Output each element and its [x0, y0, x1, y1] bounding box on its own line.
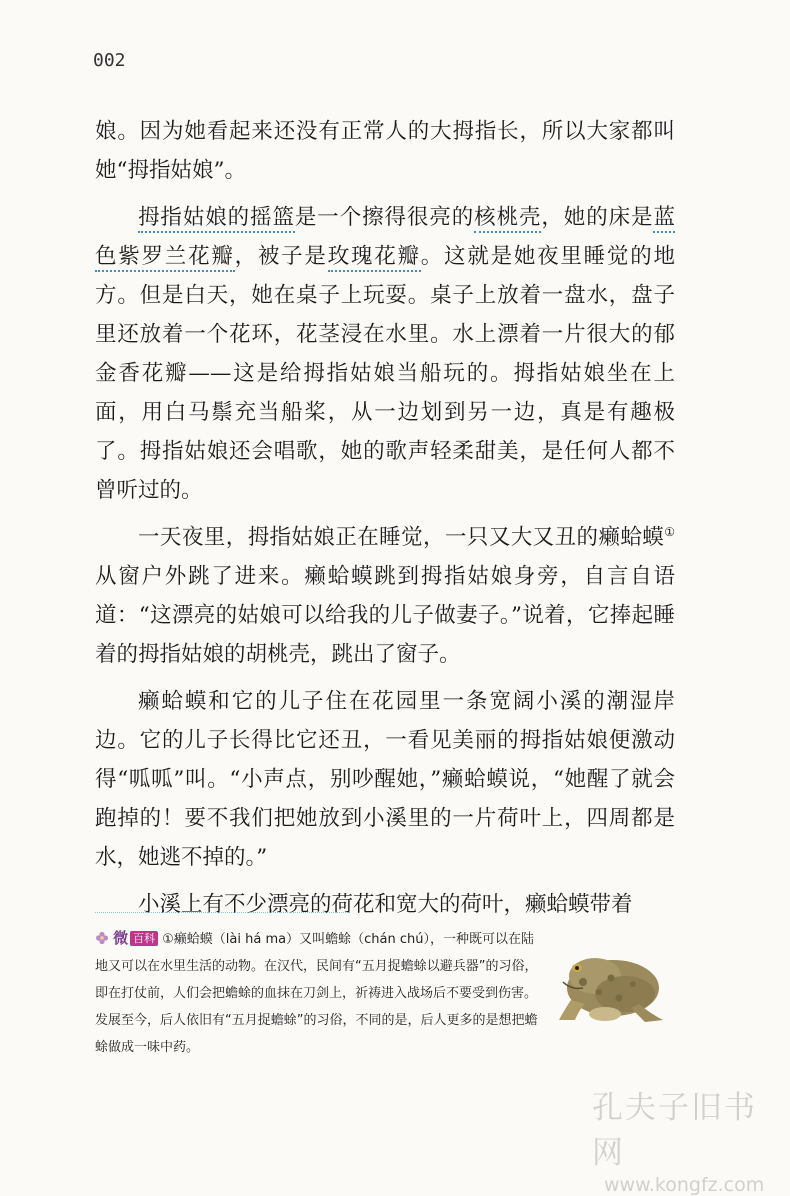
- text-run: 从窗户外跳了进来。癞蛤蟆跳到拇指姑娘身旁，自言自语道：“这漂亮的姑娘可以给我的儿子做妻子。”说着，它捧起睡着的拇指姑娘的胡桃壳，跳出了窗子。: [95, 564, 675, 667]
- watermark-url: www.kongfz.com: [604, 1174, 765, 1196]
- paragraph-3: [95, 518, 675, 674]
- baike-badge: 百科: [130, 931, 158, 946]
- toad-illustration: [553, 938, 671, 1026]
- underlined-phrase: 蓝色紫罗兰花瓣: [95, 205, 675, 272]
- text-run: ，她的床是: [541, 205, 654, 230]
- watermark: [592, 1082, 772, 1196]
- page-number: 002: [93, 50, 126, 71]
- paragraph-4: 癞蛤蟆和它的儿子住在花园里一条宽阔小溪的潮湿岸边。它的儿子长得比它还丑，一看见美丽的拇指姑娘便激动得“呱呱”叫。“小声点，别吵醒她，”癞蛤蟆说，“她醒了就会跑掉的！要不我们把她放到小溪里的一片荷叶上，四周都是水，她逃不掉的。”: [95, 689, 675, 870]
- watermark-cn: 孔夫子旧书网: [592, 1090, 757, 1171]
- footnote: [95, 925, 545, 1061]
- underlined-phrase: 核桃壳: [474, 205, 541, 233]
- paragraph-5: 小溪上有不少漂亮的荷花和宽大的荷叶，癞蛤蟆带着: [138, 892, 633, 917]
- wei-label: 微: [113, 929, 129, 947]
- text-run: 是一个擦得很亮的: [294, 205, 475, 230]
- footnote-text: ①癞蛤蟆（lài há ma）又叫蟾蜍（chán chú），一种既可以在陆地又可以在水里生活的动物。在汉代，民间有“五月捉蟾蜍以避兵器”的习俗，即在打仗前，人们会把蟾蜍的血抹在刀剑上，祈祷进入战场后不要受到伤害。发展至今，后人依旧有“五月捉蟾蜍”的习俗，不同的是，后人更多的是想把蟾蜍做成一味中药。: [95, 932, 538, 1055]
- footnote-divider: [95, 912, 350, 913]
- underlined-phrase: 玫瑰花瓣: [328, 244, 421, 272]
- footnote-marker[interactable]: ①: [664, 524, 675, 539]
- flower-icon: [95, 931, 109, 945]
- paragraph-1: 娘。因为她看起来还没有正常人的大拇指长，所以大家都叫她“拇指姑娘”。: [95, 119, 675, 183]
- text-run: 一天夜里，拇指姑娘正在睡觉，一只又大又丑的癞蛤蟆: [138, 525, 665, 550]
- text-run: 。这就是她夜里睡觉的地方。但是白天，她在桌子上玩耍。桌子上放着一盘水，盘子里还放着一个花环，花茎浸在水里。水上漂着一片很大的郁金香花瓣——这是给拇指姑娘当船玩的。拇指姑娘坐在上面，用白马鬃充当船桨，从一边划到另一边，真是有趣极了。拇指姑娘还会唱歌，她的歌声轻柔甜美，是任何人都不曾听过的。: [95, 244, 675, 503]
- text-run: ，被子是: [234, 244, 328, 269]
- underlined-phrase: 拇指姑娘的摇篮: [138, 205, 295, 233]
- body-text: [95, 112, 675, 924]
- paragraph-2: [95, 198, 675, 510]
